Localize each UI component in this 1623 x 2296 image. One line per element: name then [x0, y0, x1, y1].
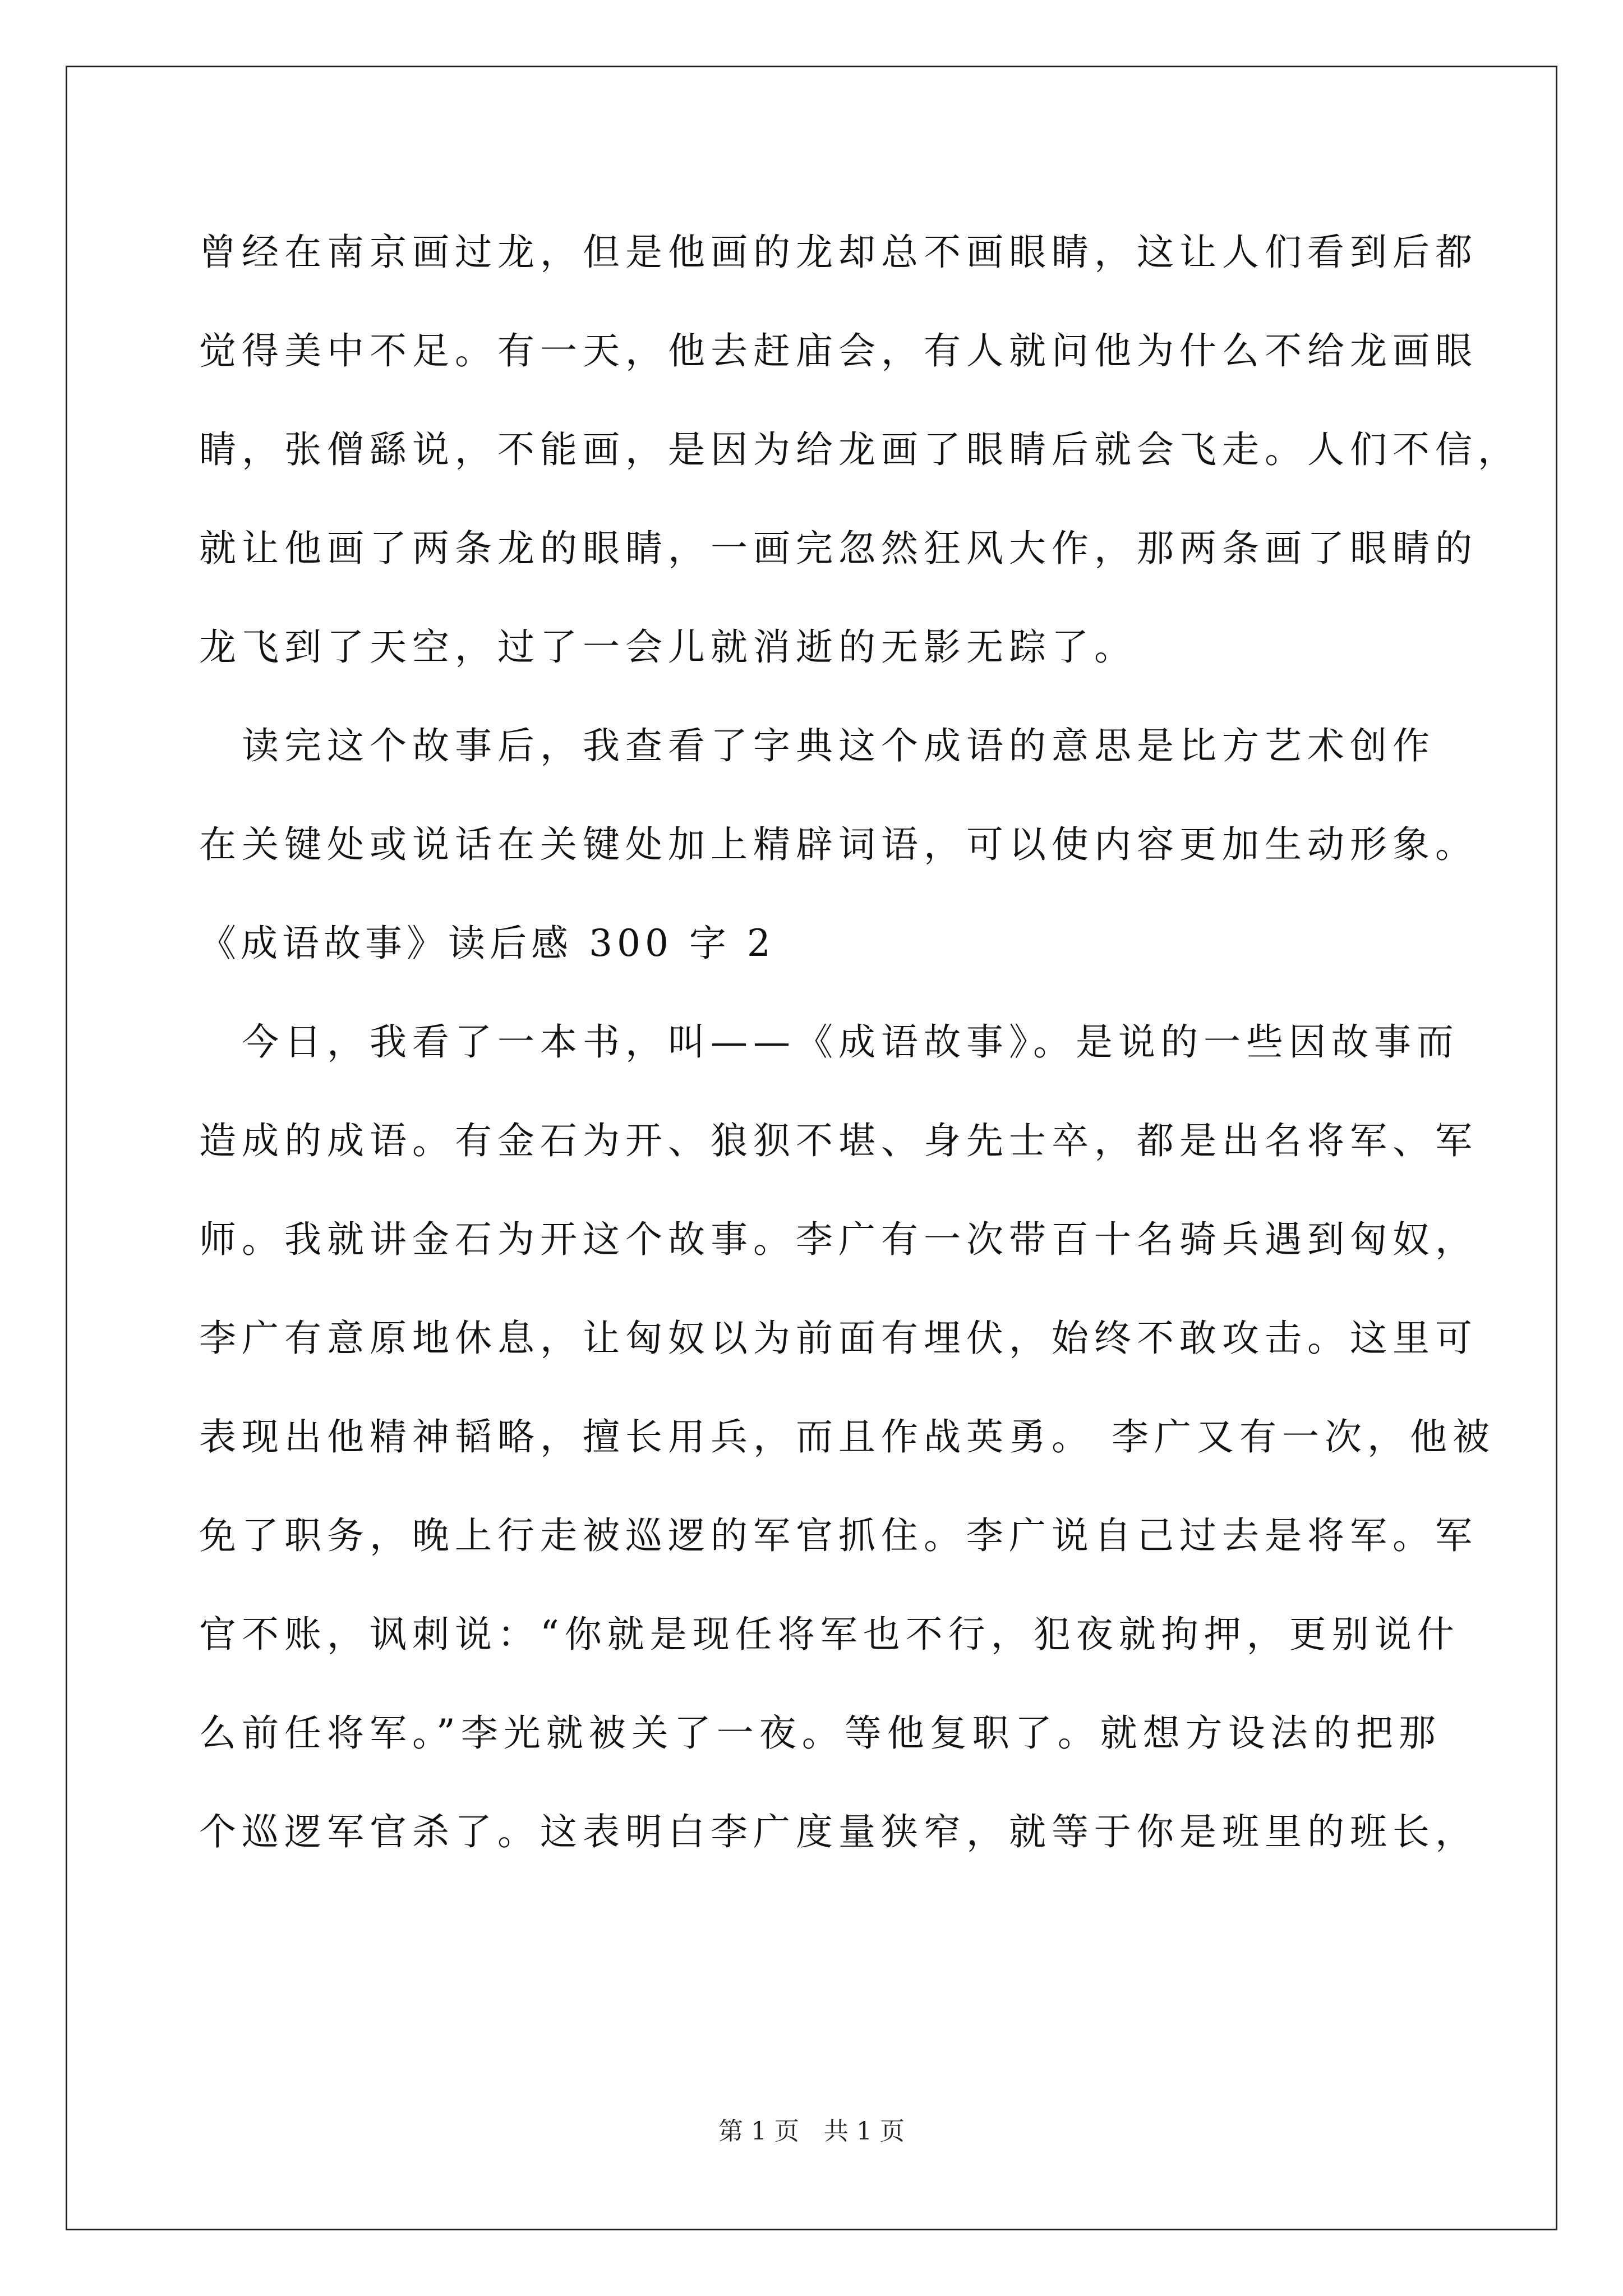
text-line: 李广有意原地休息，让匈奴以为前面有埋伏，始终不敢攻击。这里可 [199, 1317, 1478, 1360]
text-line: 在关键处或说话在关键处加上精辟词语，可以使内容更加生动形象。 [199, 823, 1478, 866]
text-line: 官不账，讽刺说：“你就是现任将军也不行，犯夜就拘押，更别说什 [199, 1613, 1460, 1656]
text-line: 个巡逻军官杀了。这表明白李广度量狭窄，就等于你是班里的班长， [199, 1810, 1478, 1853]
text-line: 免了职务，晚上行走被巡逻的军官抓住。李广说自己过去是将军。军 [199, 1514, 1478, 1557]
text-line: 表现出他精神韬略，擅长用兵，而且作战英勇。 李广又有一次，他被 [199, 1415, 1495, 1458]
text-line: 今日，我看了一本书，叫——《成语故事》。是说的一些因故事而 [199, 1020, 1459, 1064]
text-line: 曾经在南京画过龙，但是他画的龙却总不画眼睛，这让人们看到后都 [199, 231, 1478, 274]
text-line: 师。我就讲金石为开这个故事。李广有一次带百十名骑兵遇到匈奴， [199, 1218, 1478, 1261]
text-line: 造成的成语。有金石为开、狼狈不堪、身先士卒，都是出名将军、军 [199, 1119, 1478, 1162]
text-line: 读完这个故事后，我查看了字典这个成语的意思是比方艺术创作 [199, 724, 1435, 767]
section-heading: 《成语故事》读后感 300 字 2 [199, 922, 775, 965]
text-line: 么前任将军。”李光就被关了一夜。等他复职了。就想方设法的把那 [199, 1711, 1441, 1755]
text-line: 就让他画了两条龙的眼睛，一画完忽然狂风大作，那两条画了眼睛的 [199, 527, 1478, 570]
page-footer: 第 1 页 共 1 页 [718, 2117, 905, 2146]
text-line: 龙飞到了天空，过了一会儿就消逝的无影无踪了。 [199, 625, 1137, 669]
text-line: 睛，张僧繇说，不能画，是因为给龙画了眼睛后就会飞走。人们不信， [199, 428, 1520, 471]
text-line: 觉得美中不足。有一天，他去赶庙会，有人就问他为什么不给龙画眼 [199, 329, 1478, 372]
